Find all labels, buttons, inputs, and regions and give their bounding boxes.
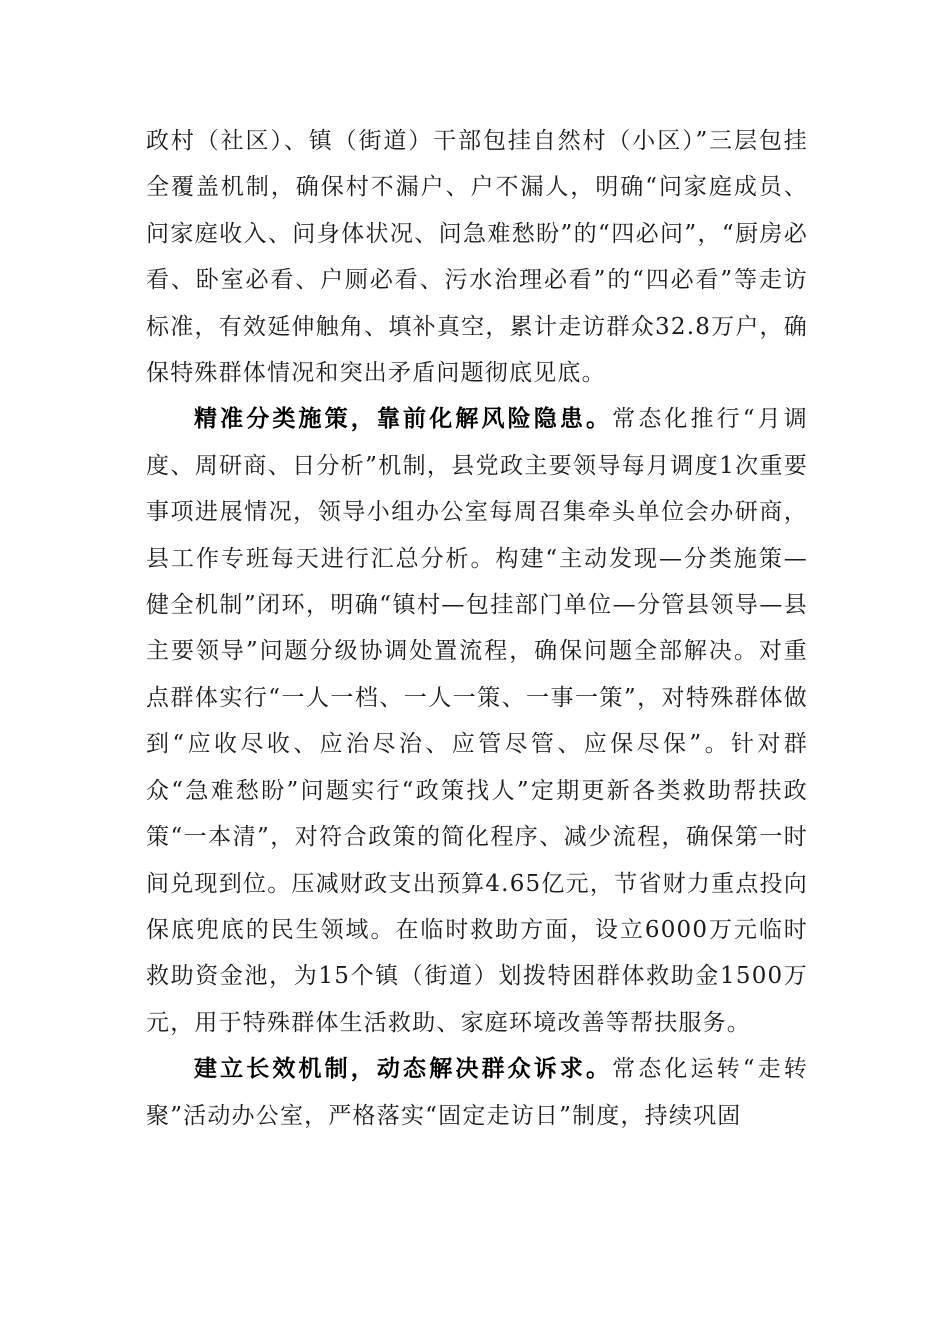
paragraph-text: 常态化推行“月调度、周研商、日分析”机制，县党政主要领导每月调度1次重要事项进展情况，领导小组办公室每周召集牵头单位会办研商，县工作专班每天进行汇总分析。构建“主动发现—分类施策—健全机制”闭环，明确“镇村—包挂部门单位—分管县领导—县主要领导”问题分级协调处置流程，确保问题全部解决。对重点群体实行“一人一档、一人一策、一事一策”，对特殊群体做到“应收尽收、应治尽治、应管尽管、应保尽保”。针对群众“急难愁盼”问题实行“政策找人”定期更新各类救助帮扶政策“一本清”，对符合政策的简化程序、减少流程，确保第一时间兑现到位。压减财政支出预算4.65亿元，节省财力重点投向保底兜底的民生领域。在临时救助方面，设立6000万元临时救助资金池，为15个镇（街道）划拨特困群体救助金1500万元，用于特殊群体生活救助、家庭环境改善等帮扶服务。 — [146, 406, 809, 1036]
paragraph-text: 常态化运转“走转聚”活动办公室，严格落实“固定走访日”制度，持续巩固 — [146, 1056, 809, 1129]
paragraph-continuation — [146, 118, 808, 396]
paragraph-lead-heading: 建立长效机制，动态解决群众诉求。 — [194, 1056, 613, 1083]
paragraph-text: 政村（社区）、镇（街道）干部包挂自然村（小区）”三层包挂全覆盖机制，确保村不漏户、户不漏人，明确“问家庭成员、问家庭收入、问身体状况、问急难愁盼”的“四必问”，“厨房必看、卧室必看、户厕必看、污水治理必看”的“四必看”等走访标准，有效延伸触角、填补真空，累计走访群众32.8万户，确保特殊群体情况和突出矛盾问题彻底见底。 — [146, 128, 808, 387]
document-body — [146, 118, 808, 1139]
paragraph-long-term-mechanism — [146, 1046, 808, 1139]
paragraph-precise-measures — [146, 396, 808, 1046]
paragraph-lead-heading: 精准分类施策，靠前化解风险隐患。 — [194, 406, 613, 433]
